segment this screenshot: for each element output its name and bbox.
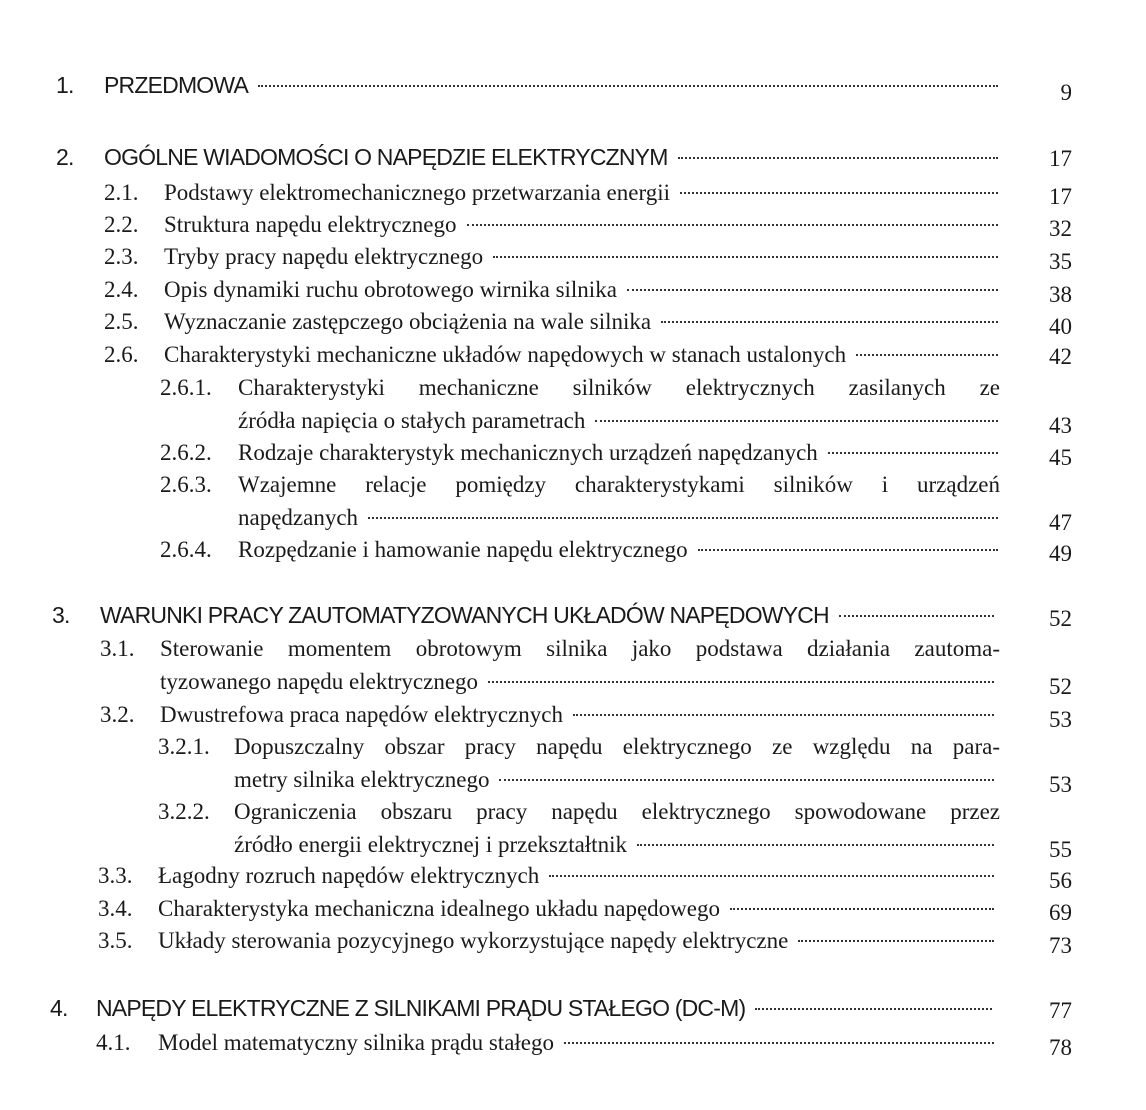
entry-page: 42 <box>1049 344 1072 369</box>
dot-leader <box>595 420 998 422</box>
entry-page: 55 <box>1049 837 1072 862</box>
entry-number: 2. <box>56 144 74 170</box>
entry-page: 69 <box>1049 900 1072 925</box>
entry-title: Opis dynamiki ruchu obrotowego wirnika silnika <box>164 277 617 302</box>
entry-title: Tryby pracy napędu elektrycznego <box>164 244 484 269</box>
entry-title: Rodzaje charakterystyk mechanicznych urządzeń napędzanych <box>238 440 818 465</box>
dot-leader <box>627 289 998 291</box>
entry-page: 43 <box>1049 413 1072 438</box>
dot-leader <box>856 354 998 356</box>
dot-leader <box>839 615 994 617</box>
dot-leader <box>258 85 998 87</box>
dot-leader <box>678 157 998 159</box>
entry-title-line1: Dopuszczalny obszar pracy napędu elektrycznego ze względu na para- <box>234 734 1000 759</box>
entry-number: 3.5. <box>98 928 133 953</box>
entry-number: 4.1. <box>96 1030 131 1055</box>
dot-leader <box>698 549 998 551</box>
dot-leader <box>488 681 994 683</box>
entry-title: PRZEDMOWA <box>104 72 248 98</box>
dot-leader <box>493 256 998 258</box>
entry-page: 35 <box>1049 249 1072 274</box>
entry-title-line2: napędzanych <box>238 505 359 530</box>
entry-number: 3.2.1. <box>158 734 210 759</box>
entry-title-line2: źródła napięcia o stałych parametrach <box>238 408 586 433</box>
entry-title-line1: Charakterystyki mechaniczne silników elektrycznych zasilanych ze <box>238 375 1000 400</box>
dot-leader <box>573 714 994 716</box>
entry-title: Charakterystyka mechaniczna idealnego układu napędowego <box>158 896 720 921</box>
entry-page: 17 <box>1049 146 1072 171</box>
entry-page: 32 <box>1049 216 1072 241</box>
entry-title: Charakterystyki mechaniczne układów napędowych w stanach ustalonych <box>164 342 847 367</box>
entry-page: 78 <box>1049 1035 1072 1060</box>
entry-number: 1. <box>56 72 74 98</box>
entry-number: 3. <box>52 602 70 628</box>
entry-title: NAPĘDY ELEKTRYCZNE Z SILNIKAMI PRĄDU STAŁEGO (DC-M) <box>96 995 746 1021</box>
entry-page: 53 <box>1049 707 1072 732</box>
entry-number: 3.4. <box>98 896 133 921</box>
dot-leader <box>499 779 994 781</box>
entry-title: Rozpędzanie i hamowanie napędu elektrycznego <box>238 537 688 562</box>
entry-page: 45 <box>1049 445 1072 470</box>
entry-page: 53 <box>1049 772 1072 797</box>
entry-title: Wyznaczanie zastępczego obciążenia na wale silnika <box>164 309 652 334</box>
entry-number: 3.2. <box>100 702 135 727</box>
entry-title: OGÓLNE WIADOMOŚCI O NAPĘDZIE ELEKTRYCZNYM <box>104 144 668 170</box>
entry-title-line2: źródło energii elektrycznej i przekształtnik <box>234 832 627 857</box>
dot-leader <box>368 517 998 519</box>
entry-number: 2.3. <box>104 244 139 269</box>
entry-number: 2.6.4. <box>160 537 212 562</box>
entry-number: 3.3. <box>98 863 133 888</box>
entry-title-line1: Sterowanie momentem obrotowym silnika jako podstawa działania zautoma- <box>160 636 1000 661</box>
dot-leader <box>755 1008 992 1010</box>
dot-leader <box>661 321 998 323</box>
entry-title-line1: Ograniczenia obszaru pracy napędu elektrycznego spowodowane przez <box>234 799 1000 824</box>
entry-title: Podstawy elektromechanicznego przetwarzania energii <box>164 180 670 205</box>
dot-leader <box>680 192 998 194</box>
entry-number: 3.1. <box>100 636 135 661</box>
entry-title: Dwustrefowa praca napędów elektrycznych <box>160 702 563 727</box>
entry-number: 2.2. <box>104 212 139 237</box>
entry-title-line1: Wzajemne relacje pomiędzy charakterystykami silników i urządzeń <box>238 472 1000 497</box>
entry-number: 2.5. <box>104 309 139 334</box>
entry-page: 56 <box>1049 868 1072 893</box>
entry-title: Model matematyczny silnika prądu stałego <box>158 1030 554 1055</box>
dot-leader <box>467 224 999 226</box>
entry-number: 4. <box>50 995 68 1021</box>
entry-page: 40 <box>1049 314 1072 339</box>
dot-leader <box>730 908 994 910</box>
entry-number: 2.6.1. <box>160 375 212 400</box>
entry-page: 9 <box>1060 80 1072 105</box>
entry-title: Układy sterowania pozycyjnego wykorzystujące napędy elektryczne <box>158 928 789 953</box>
dot-leader <box>549 875 994 877</box>
entry-title: WARUNKI PRACY ZAUTOMATYZOWANYCH UKŁADÓW NAPĘDOWYCH <box>100 602 829 628</box>
entry-page: 38 <box>1049 282 1072 307</box>
entry-number: 2.6.2. <box>160 440 212 465</box>
dot-leader <box>637 844 994 846</box>
entry-number: 2.6.3. <box>160 472 212 497</box>
entry-number: 2.4. <box>104 277 139 302</box>
entry-title: Łagodny rozruch napędów elektrycznych <box>158 863 540 888</box>
entry-number: 3.2.2. <box>158 799 210 824</box>
dot-leader <box>798 940 994 942</box>
entry-page: 52 <box>1049 606 1072 631</box>
entry-page: 52 <box>1049 674 1072 699</box>
entry-page: 77 <box>1049 998 1072 1023</box>
entry-page: 49 <box>1049 541 1072 566</box>
entry-number: 2.6. <box>104 342 139 367</box>
entry-page: 47 <box>1049 510 1072 535</box>
entry-number: 2.1. <box>104 180 139 205</box>
entry-page: 17 <box>1049 184 1072 209</box>
entry-title-line2: tyzowanego napędu elektrycznego <box>160 669 479 694</box>
entry-title: Struktura napędu elektrycznego <box>164 212 457 237</box>
entry-page: 73 <box>1049 933 1072 958</box>
dot-leader <box>564 1042 994 1044</box>
entry-title-line2: metry silnika elektrycznego <box>234 767 490 792</box>
dot-leader <box>828 452 998 454</box>
